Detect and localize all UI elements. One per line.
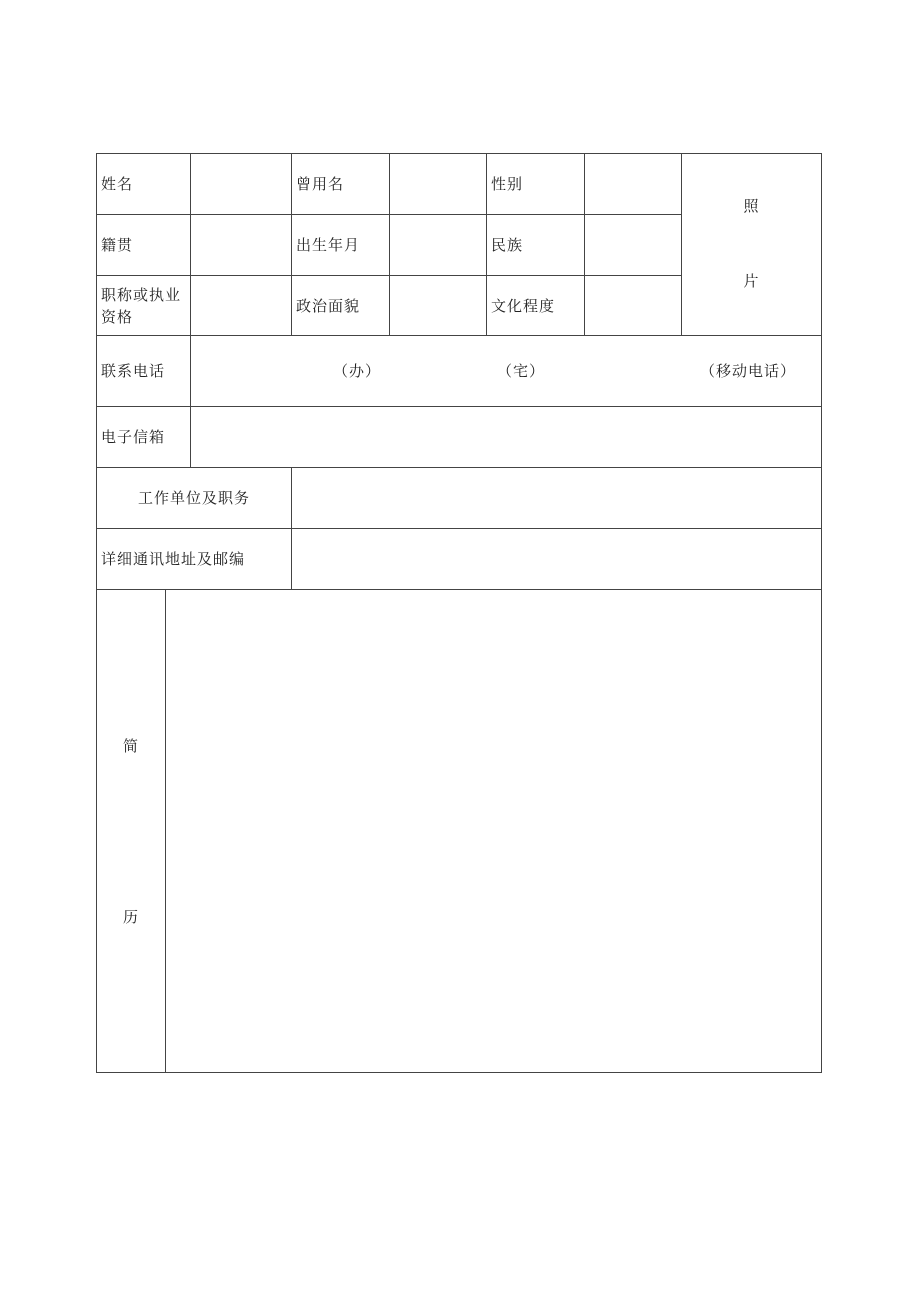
former-name-field[interactable] (390, 154, 487, 215)
address-field[interactable] (292, 529, 822, 590)
address-label: 详细通讯地址及邮编 (97, 529, 292, 590)
email-label: 电子信箱 (97, 407, 191, 468)
work-unit-label: 工作单位及职务 (97, 468, 292, 529)
photo-label-char1: 照 (743, 197, 760, 215)
gender-label: 性别 (487, 154, 585, 215)
email-field[interactable] (191, 407, 822, 468)
education-field[interactable] (585, 276, 682, 336)
title-field[interactable] (191, 276, 292, 336)
native-place-label: 籍贯 (97, 215, 191, 276)
row-resume (97, 590, 822, 1073)
phone-office-label: （办） (333, 362, 382, 380)
ethnicity-label: 民族 (487, 215, 585, 276)
work-unit-field[interactable] (292, 468, 822, 529)
gender-field[interactable] (585, 154, 682, 215)
row-address (97, 529, 822, 590)
row-work-unit (97, 468, 822, 529)
ethnicity-field[interactable] (585, 215, 682, 276)
row-phone (97, 336, 822, 407)
phone-home-label: （宅） (497, 362, 546, 380)
name-field[interactable] (191, 154, 292, 215)
row-name (97, 154, 822, 215)
name-label: 姓名 (97, 154, 191, 215)
resume-field[interactable] (166, 590, 822, 1073)
resume-label-char2: 历 (122, 908, 139, 926)
native-place-field[interactable] (191, 215, 292, 276)
birth-date-field[interactable] (390, 215, 487, 276)
phone-label: 联系电话 (97, 336, 191, 407)
political-status-label: 政治面貌 (292, 276, 390, 336)
resume-label (97, 590, 166, 1073)
birth-date-label: 出生年月 (292, 215, 390, 276)
phone-mobile-label: （移动电话） (700, 362, 797, 380)
registration-form-table (96, 153, 822, 1073)
phone-field[interactable] (191, 336, 822, 407)
education-label: 文化程度 (487, 276, 585, 336)
political-status-field[interactable] (390, 276, 487, 336)
former-name-label: 曾用名 (292, 154, 390, 215)
photo-area[interactable] (682, 154, 822, 336)
row-email (97, 407, 822, 468)
title-label: 职称或执业资格 (97, 276, 191, 336)
resume-label-char1: 简 (122, 737, 139, 755)
photo-label-char2: 片 (743, 272, 760, 290)
